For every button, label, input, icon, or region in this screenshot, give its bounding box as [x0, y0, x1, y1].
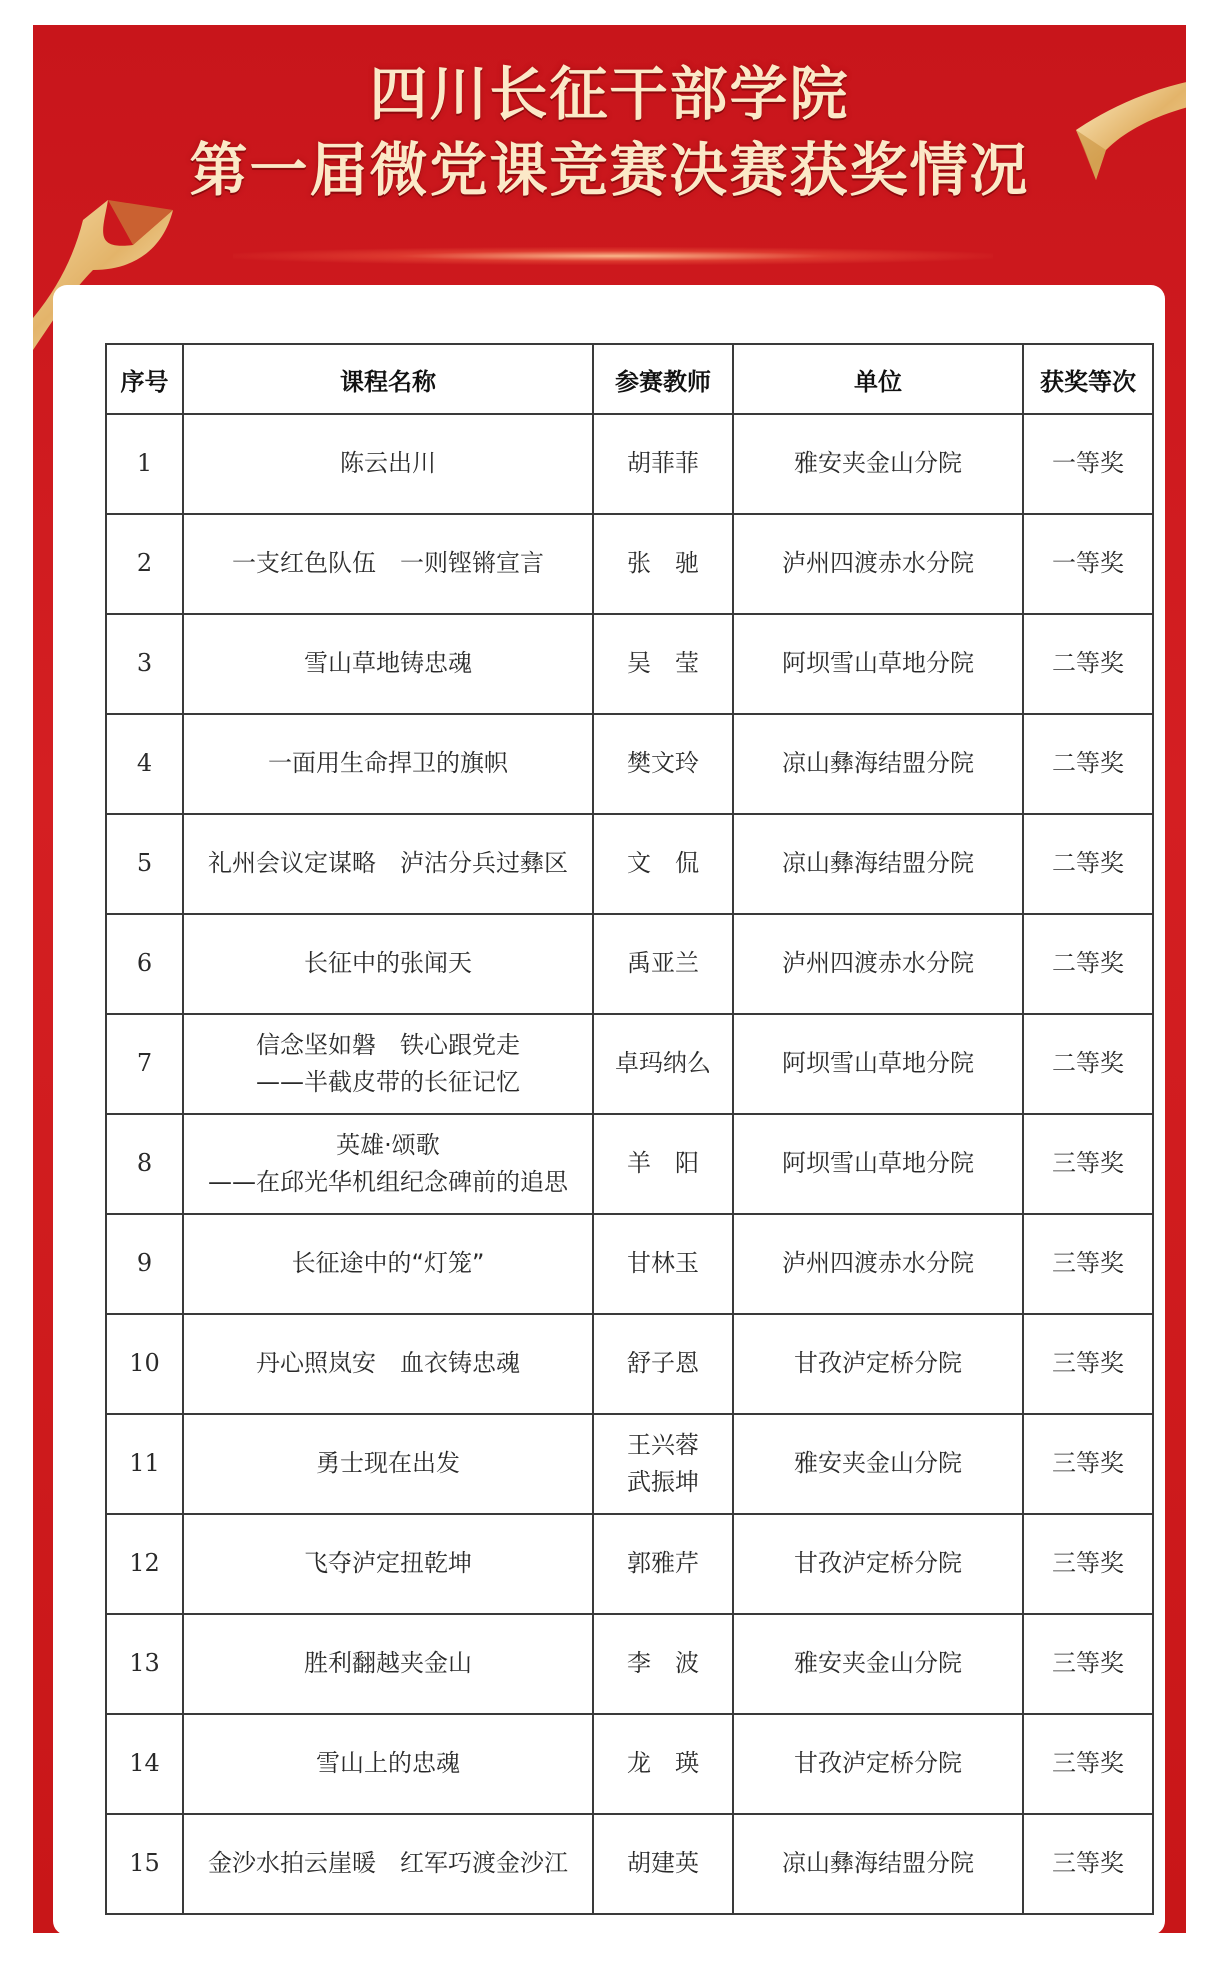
teacher-name-line: 龙 瑛 — [627, 1749, 699, 1778]
course-name-line: 礼州会议定谋略 泸沽分兵过彝区 — [208, 849, 568, 878]
row-number: 11 — [106, 1414, 183, 1514]
teacher-name — [593, 1614, 733, 1714]
award-level: 三等奖 — [1023, 1314, 1153, 1414]
table-row — [106, 1614, 1153, 1714]
course-name-line: 陈云出川 — [340, 449, 436, 478]
row-number: 3 — [106, 614, 183, 714]
award-level: 一等奖 — [1023, 514, 1153, 614]
table-row — [106, 814, 1153, 914]
title-glow-divider — [233, 247, 993, 265]
unit-name: 甘孜泸定桥分院 — [733, 1714, 1023, 1814]
unit-name: 雅安夹金山分院 — [733, 414, 1023, 514]
table-row — [106, 614, 1153, 714]
course-name — [183, 614, 593, 714]
teacher-name-line: 李 波 — [627, 1649, 699, 1678]
table-row — [106, 1814, 1153, 1914]
course-name-line: 雪山上的忠魂 — [316, 1749, 460, 1778]
table-row — [106, 1314, 1153, 1414]
course-name-line: 一支红色队伍 一则铿锵宣言 — [232, 549, 544, 578]
unit-name: 凉山彝海结盟分院 — [733, 814, 1023, 914]
teacher-name — [593, 1714, 733, 1814]
teacher-name-line: 胡菲菲 — [627, 449, 699, 478]
table-row — [106, 514, 1153, 614]
award-level: 三等奖 — [1023, 1114, 1153, 1214]
table-row — [106, 1414, 1153, 1514]
award-level: 三等奖 — [1023, 1514, 1153, 1614]
course-name-line: 长征途中的“灯笼” — [291, 1249, 485, 1278]
course-name-line: 勇士现在出发 — [316, 1449, 460, 1478]
teacher-name-line: 羊 阳 — [627, 1149, 699, 1178]
course-name — [183, 714, 593, 814]
table-body — [106, 414, 1153, 1914]
unit-name: 雅安夹金山分院 — [733, 1614, 1023, 1714]
teacher-name — [593, 514, 733, 614]
teacher-name — [593, 1814, 733, 1914]
teacher-name — [593, 614, 733, 714]
title-line-1: 四川长征干部学院 — [369, 60, 850, 128]
table-row — [106, 914, 1153, 1014]
table-row — [106, 1014, 1153, 1114]
poster-title — [33, 60, 1186, 204]
course-name — [183, 1114, 593, 1214]
unit-name: 阿坝雪山草地分院 — [733, 1114, 1023, 1214]
table-row — [106, 414, 1153, 514]
course-name — [183, 1614, 593, 1714]
course-name-line: 一面用生命捍卫的旗帜 — [268, 749, 508, 778]
teacher-name-line: 张 驰 — [627, 549, 699, 578]
column-header-award: 获奖等次 — [1023, 344, 1153, 414]
teacher-name-line: 舒子恩 — [627, 1349, 699, 1378]
course-name-line: 雪山草地铸忠魂 — [304, 649, 472, 678]
row-number: 6 — [106, 914, 183, 1014]
course-name — [183, 914, 593, 1014]
row-number: 12 — [106, 1514, 183, 1614]
poster-background — [33, 25, 1186, 1933]
row-number: 4 — [106, 714, 183, 814]
table-row — [106, 1714, 1153, 1814]
unit-name: 凉山彝海结盟分院 — [733, 714, 1023, 814]
row-number: 9 — [106, 1214, 183, 1314]
course-name-line: 长征中的张闻天 — [304, 949, 472, 978]
award-level: 三等奖 — [1023, 1814, 1153, 1914]
course-name — [183, 1814, 593, 1914]
teacher-name — [593, 1414, 733, 1514]
teacher-name — [593, 914, 733, 1014]
unit-name: 泸州四渡赤水分院 — [733, 1214, 1023, 1314]
teacher-name — [593, 1214, 733, 1314]
award-level: 一等奖 — [1023, 414, 1153, 514]
teacher-name-line: 卓玛纳么 — [615, 1049, 711, 1078]
column-header-teacher: 参赛教师 — [593, 344, 733, 414]
teacher-name-line: 吴 莹 — [627, 649, 699, 678]
teacher-name — [593, 814, 733, 914]
course-name-line: 飞夺泸定扭乾坤 — [304, 1549, 472, 1578]
unit-name: 甘孜泸定桥分院 — [733, 1314, 1023, 1414]
row-number: 14 — [106, 1714, 183, 1814]
teacher-name-line: 文 侃 — [627, 849, 699, 878]
award-level: 二等奖 — [1023, 1014, 1153, 1114]
unit-name: 阿坝雪山草地分院 — [733, 614, 1023, 714]
row-number: 5 — [106, 814, 183, 914]
course-name — [183, 1414, 593, 1514]
teacher-name-line: 郭雅芹 — [627, 1549, 699, 1578]
teacher-name-line: 樊文玲 — [627, 749, 699, 778]
teacher-name-line: 王兴蓉 — [627, 1430, 699, 1459]
course-name — [183, 1214, 593, 1314]
course-name-line: 信念坚如磐 铁心跟党走 — [256, 1030, 520, 1059]
row-number: 7 — [106, 1014, 183, 1114]
unit-name: 凉山彝海结盟分院 — [733, 1814, 1023, 1914]
teacher-name — [593, 1514, 733, 1614]
unit-name: 雅安夹金山分院 — [733, 1414, 1023, 1514]
award-level: 三等奖 — [1023, 1714, 1153, 1814]
award-level: 三等奖 — [1023, 1414, 1153, 1514]
unit-name: 泸州四渡赤水分院 — [733, 514, 1023, 614]
teacher-name — [593, 1014, 733, 1114]
unit-name: 甘孜泸定桥分院 — [733, 1514, 1023, 1614]
teacher-name — [593, 1314, 733, 1414]
row-number: 13 — [106, 1614, 183, 1714]
column-header-unit: 单位 — [733, 344, 1023, 414]
course-name-line: 胜利翻越夹金山 — [304, 1649, 472, 1678]
teacher-name — [593, 714, 733, 814]
row-number: 1 — [106, 414, 183, 514]
table-card — [53, 285, 1165, 1933]
award-level: 三等奖 — [1023, 1214, 1153, 1314]
award-level: 三等奖 — [1023, 1614, 1153, 1714]
award-level: 二等奖 — [1023, 814, 1153, 914]
course-name — [183, 514, 593, 614]
column-header-course: 课程名称 — [183, 344, 593, 414]
row-number: 15 — [106, 1814, 183, 1914]
table-row — [106, 1214, 1153, 1314]
table-row — [106, 1514, 1153, 1614]
course-name — [183, 1514, 593, 1614]
course-name-line: 英雄·颂歌 — [336, 1130, 440, 1159]
course-name-line: 金沙水拍云崖暖 红军巧渡金沙江 — [208, 1849, 568, 1878]
award-level: 二等奖 — [1023, 714, 1153, 814]
teacher-name-line: 武振坤 — [627, 1468, 699, 1496]
teacher-name-line: 胡建英 — [627, 1849, 699, 1878]
column-header-number: 序号 — [106, 344, 183, 414]
row-number: 2 — [106, 514, 183, 614]
teacher-name-line: 甘林玉 — [627, 1249, 699, 1278]
table-row — [106, 1114, 1153, 1214]
row-number: 10 — [106, 1314, 183, 1414]
award-level: 二等奖 — [1023, 614, 1153, 714]
course-name — [183, 414, 593, 514]
course-name-line: ——在邱光华机组纪念碑前的追思 — [208, 1168, 568, 1196]
course-name-line: 丹心照岚安 血衣铸忠魂 — [256, 1349, 520, 1378]
teacher-name — [593, 1114, 733, 1214]
title-line-2: 第一届微党课竞赛决赛获奖情况 — [189, 136, 1030, 204]
unit-name: 泸州四渡赤水分院 — [733, 914, 1023, 1014]
course-name — [183, 1014, 593, 1114]
awards-table — [105, 343, 1154, 1915]
row-number: 8 — [106, 1114, 183, 1214]
course-name — [183, 1714, 593, 1814]
table-row — [106, 714, 1153, 814]
table-header-row — [106, 344, 1153, 414]
award-level: 二等奖 — [1023, 914, 1153, 1014]
teacher-name — [593, 414, 733, 514]
unit-name: 阿坝雪山草地分院 — [733, 1014, 1023, 1114]
course-name — [183, 1314, 593, 1414]
teacher-name-line: 禹亚兰 — [627, 949, 699, 978]
course-name-line: ——半截皮带的长征记忆 — [256, 1068, 520, 1096]
course-name — [183, 814, 593, 914]
